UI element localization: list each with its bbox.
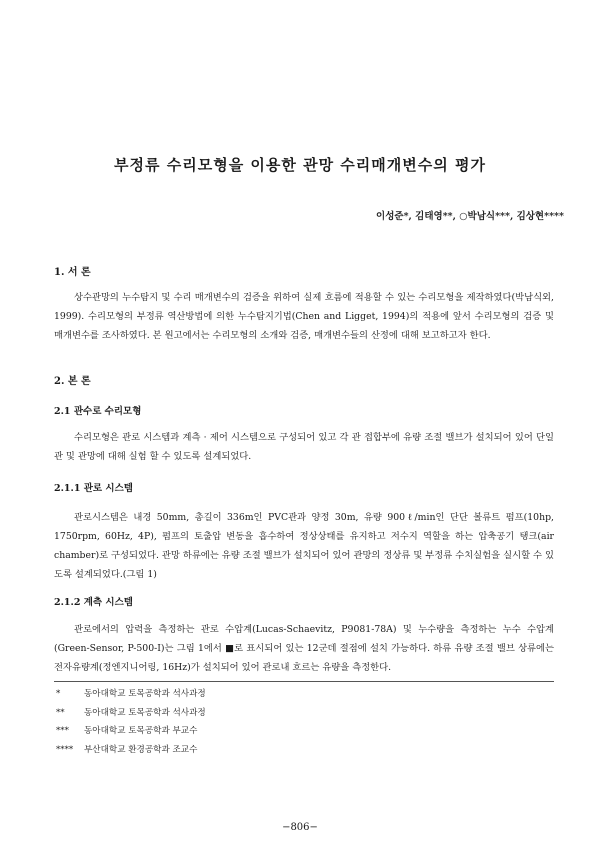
footnote <box>56 685 456 704</box>
footnote-divider <box>54 681 554 682</box>
section-2-1-1-heading: 2.1.1 관로 시스템 <box>54 483 133 494</box>
footnote-mark: **** <box>56 744 74 755</box>
footnote <box>56 722 456 741</box>
body-heading: 2. 본 론 <box>54 376 91 387</box>
footnote-text: 동아대학교 토목공학과 석사과정 <box>84 689 206 699</box>
section-2-1-2-text: 관로에서의 압력을 측정하는 관로 수압계(Lucas-Schaevitz, P9081-78A) 및 누수량을 측정하는 누수 수압계(Green-Sensor, P-500-I)는 그림 1에서 ■로 표시되어 있는 12군데 절점에 설치 가능하다. 하류 유량 조절 밸브 상류에는 전자유량계(정엔지니어링, 16Hz)가 설치되어 있어 관로내 흐르는 유량을 측정한다. <box>54 624 554 673</box>
section-2-1-2-paragraph <box>54 620 554 677</box>
footnote <box>56 704 456 723</box>
intro-text: 상수관망의 누수탐지 및 수리 매개변수의 검증을 위하여 실제 흐름에 적용할 수 있는 수리모형을 제작하였다(박남식외, 1999). 수리모형의 부정류 역산방법에 의한 누수탐지기법(Chen and Ligget, 1994)의 적용에 앞서 수리모형의 검증 및 매개변수를 조사하였다. 본 원고에서는 수리모형의 소개와 검증, 매개변수들의 산정에 대해 보고하고자 한다. <box>54 292 554 341</box>
section-2-1-2-heading: 2.1.2 계측 시스템 <box>54 597 133 608</box>
footnote <box>56 741 456 760</box>
footnotes <box>56 685 456 759</box>
section-2-1-heading: 2.1 관수로 수리모형 <box>54 406 142 417</box>
section-2-1-paragraph <box>54 428 554 466</box>
footnote-mark: * <box>56 689 61 699</box>
author-list: 이성준*, 김태영**, ○박남식***, 김상현**** <box>376 211 564 222</box>
footnote-text: 동아대학교 토목공학과 부교수 <box>84 726 198 736</box>
paper-title: 부정류 수리모형을 이용한 관망 수리매개변수의 평가 <box>114 156 486 174</box>
footnote-mark: ** <box>56 707 65 718</box>
section-2-1-1-text: 관로시스템은 내경 50mm, 총길이 336m인 PVC관과 양정 30m, 유량 900ℓ/min인 단단 볼류트 펌프(10hp, 1750rpm, 60Hz, 4P), 펌프의 토출압 변동을 흡수하여 정상상태를 유지하고 저수지 역할을 하는 압축공기 탱크(air chamber)로 구성되었다. 관망 하류에는 유량 조절 밸브가 설치되어 있어 관망의 정상류 및 부정류 수치실험을 실시할 수 있도록 설계되었다.(그림 1) <box>54 512 554 580</box>
footnote-text: 동아대학교 토목공학과 석사과정 <box>84 707 206 718</box>
section-2-1-1-paragraph <box>54 508 554 584</box>
section-2-1-text: 수리모형은 관로 시스템과 계측 · 제어 시스템으로 구성되어 있고 각 관 접합부에 유량 조절 밸브가 설치되어 있어 단일관 및 관망에 대해 실험 할 수 있도록 설계되었다. <box>54 432 554 462</box>
footnote-text: 부산대학교 환경공학과 조교수 <box>84 744 198 755</box>
intro-paragraph <box>54 288 554 345</box>
footnote-mark: *** <box>56 726 69 736</box>
page-number: −806− <box>282 822 318 833</box>
intro-heading: 1. 서 론 <box>54 267 91 278</box>
